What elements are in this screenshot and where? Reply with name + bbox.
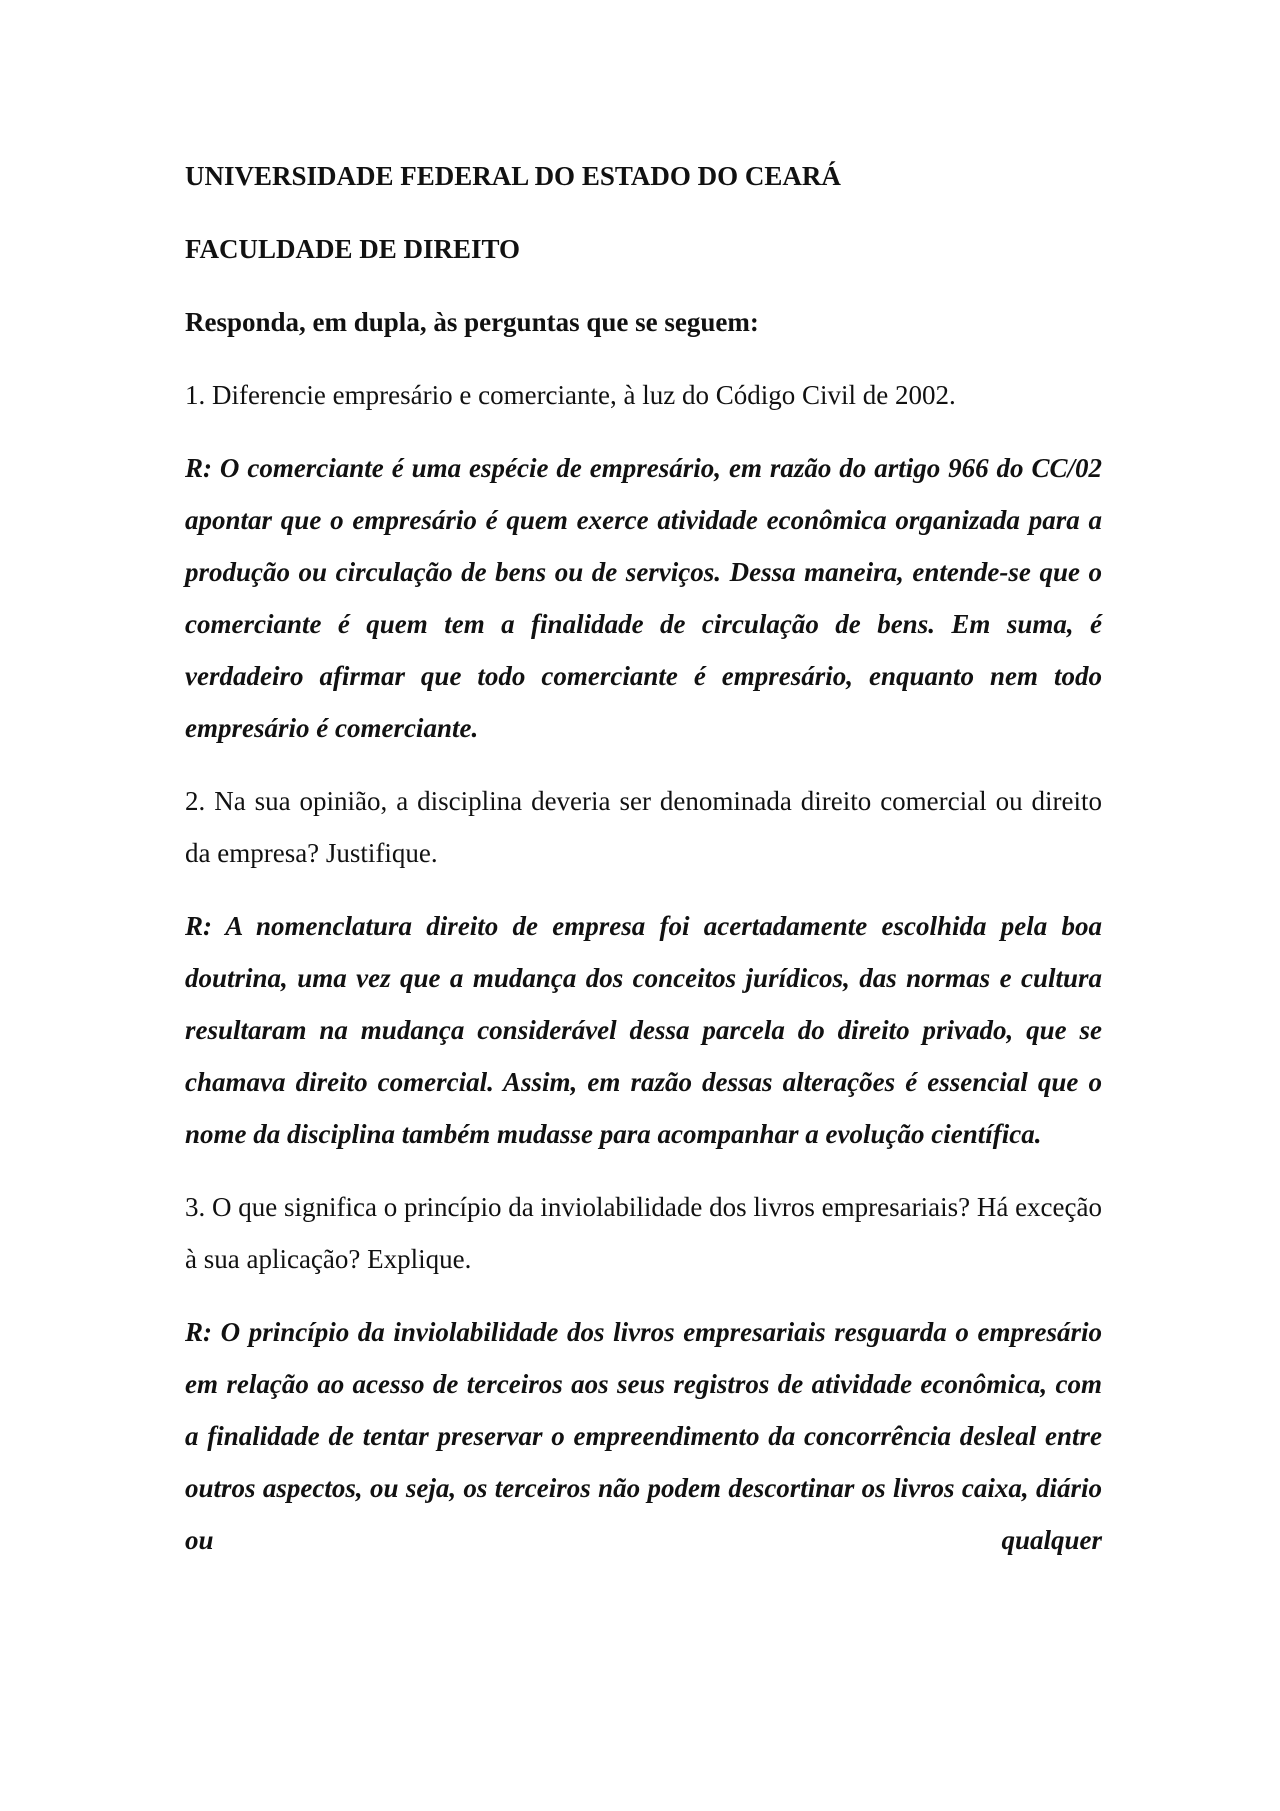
instruction-text: Responda, em dupla, às perguntas que se seguem: bbox=[185, 307, 759, 337]
faculty-title: FACULDADE DE DIREITO bbox=[185, 234, 521, 264]
answer-2: R: A nomenclatura direito de empresa foi acertadamente escolhida pela boa doutrina, uma vez que a mudança dos conceitos jurídicos, das normas e cultura resultaram na mudança considerável dessa parcela do direito privado, que se chamava direito comercial. Assim, em razão dessas alterações é essencial que o nome da disciplina também mudasse para acompanhar a evolução científica. bbox=[185, 911, 1102, 1149]
question-2: 2. Na sua opinião, a disciplina deveria ser denominada direito comercial ou direito da empresa? Justifique. bbox=[185, 786, 1102, 868]
question-1: 1. Diferencie empresário e comerciante, à luz do Código Civil de 2002. bbox=[185, 380, 956, 410]
question-3: 3. O que significa o princípio da inviolabilidade dos livros empresariais? Há exceção à sua aplicação? Explique. bbox=[185, 1192, 1102, 1274]
university-title: UNIVERSIDADE FEDERAL DO ESTADO DO CEARÁ bbox=[185, 161, 841, 191]
answer-1: R: O comerciante é uma espécie de empresário, em razão do artigo 966 do CC/02 apontar que o empresário é quem exerce atividade econômica organizada para a produção ou circulação de bens ou de serviços. Dessa maneira, entende-se que o comerciante é quem tem a finalidade de circulação de bens. Em suma, é verdadeiro afirmar que todo comerciante é empresário, enquanto nem todo empresário é comerciante. bbox=[185, 453, 1102, 743]
answer-3: R: O princípio da inviolabilidade dos livros empresariais resguarda o empresário em relação ao acesso de terceiros aos seus registros de atividade econômica, com a finalidade de tentar preservar o empreendimento da concorrência desleal entre outros aspectos, ou seja, os terceiros não podem descortinar os livros caixa, diário ou qualquer bbox=[185, 1317, 1102, 1555]
document-body bbox=[185, 150, 1102, 1587]
